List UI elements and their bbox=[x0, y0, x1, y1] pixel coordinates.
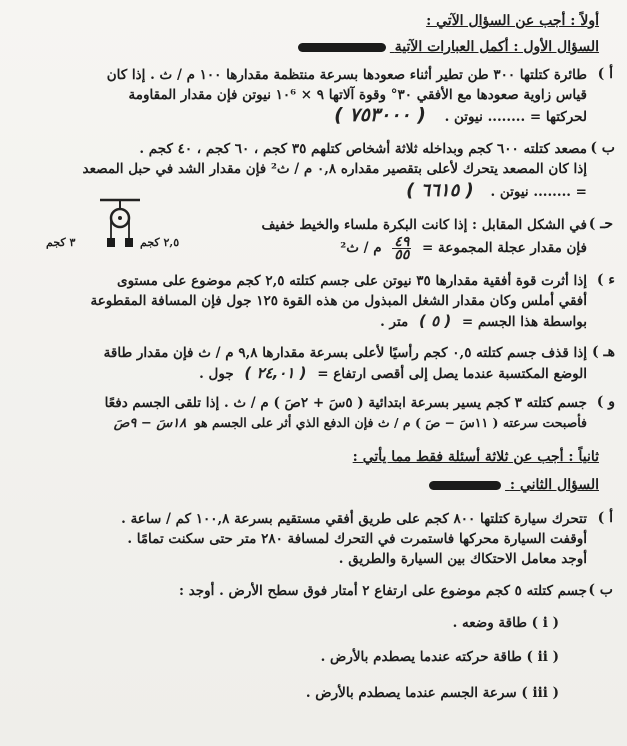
q1e-marker: هـ ) bbox=[592, 344, 615, 360]
q1c-unit: م / ث² bbox=[340, 240, 382, 256]
q1b-line3 bbox=[406, 182, 587, 201]
q1d-answer: ( ٥ ) bbox=[418, 312, 452, 330]
mass-right-label: ٢,٥ كجم bbox=[140, 236, 180, 249]
q1a-line3-text: لحركتها = ........ نيوتن . bbox=[444, 109, 587, 125]
scribble-mark bbox=[429, 481, 501, 490]
q2b-line1: جسم كتلته ٥ كجم موضوع على ارتفاع ٢ أمتار فوق سطح الأرض . أوجد : bbox=[179, 583, 587, 599]
q2-title bbox=[425, 476, 599, 494]
q1a-line1: طائرة كتلتها ٣٠٠ طن تطير أثناء صعودها بسرعة منتظمة مقدارها ١٠٠ م / ث . إذا كان bbox=[106, 67, 587, 83]
q2a-line3: أوجد معامل الاحتكاك بين السيارة والطريق . bbox=[338, 551, 587, 567]
q1f-answer: ١٨سَ − ٩صَ bbox=[113, 416, 187, 431]
part1-heading: أولاً : أجب عن السؤال الآتي : bbox=[426, 13, 599, 29]
q1f-marker: و ) bbox=[596, 394, 615, 410]
q1d-line3-text: بواسطة هذا الجسم = bbox=[461, 314, 587, 330]
q1d-line2: أفقي أملس وكان مقدار الشغل المبذول من هذه القوة ١٢٥ جول فإن المسافة المقطوعة bbox=[90, 293, 587, 309]
q1d-marker: ء ) bbox=[596, 272, 615, 288]
part2-heading: ثانياً : أجب عن ثلاثة أسئلة فقط مما يأتي : bbox=[352, 449, 599, 465]
q1b-answer: ( ٦٦١٥ ) bbox=[406, 180, 474, 201]
q1f-line2-text: فأصبحت سرعته ( ١١سَ − صَ ) م / ث فإن الدفع الذي أثر على الجسم هو bbox=[194, 415, 587, 430]
q1c-answer-denominator: ٥٥ bbox=[394, 247, 410, 263]
q1e-answer: ( ٢٤,٠١ ) bbox=[244, 364, 307, 382]
q1e-line2-end: جول . bbox=[199, 366, 234, 382]
q1c-answer-numerator: ٤٩ bbox=[394, 234, 410, 250]
mass-left-label: ٣ كجم bbox=[46, 236, 76, 249]
q1c-line2-text: فإن مقدار عجلة المجموعة = bbox=[422, 240, 587, 256]
q1f-line2 bbox=[114, 414, 587, 433]
q1f-line1: جسم كتلته ٣ كجم يسير بسرعة ابتدائية ( ٥سَ + ٢صَ ) م / ث . إذا تلقى الجسم دفعًا bbox=[104, 395, 587, 411]
q1a-line2: قياس زاوية صعودها مع الأفقي ٣٠° وقوة آلاتها ٩ × ١٠⁶ نيوتن فإن مقدار المقاومة bbox=[128, 87, 587, 103]
q1b-line3-text: = ........ نيوتن . bbox=[490, 184, 587, 200]
q2a-marker: أ ) bbox=[597, 510, 613, 526]
q1b-line2: إذا كان المصعد يتحرك لأعلى بتقصير مقداره ٠,٨ م / ث² فإن مقدار الشد في حبل المصعد bbox=[82, 161, 587, 177]
q2b-item-ii: ( ii ) طاقة حركته عندما يصطدم بالأرض . bbox=[320, 649, 559, 665]
q1a-line3 bbox=[334, 106, 587, 126]
q2a-line1: تتحرك سيارة كتلتها ٨٠٠ كجم على طريق أفقي مستقيم بسرعة ١٠٠,٨ كم / ساعة . bbox=[121, 511, 587, 527]
q2-title-text: السؤال الثاني : bbox=[509, 477, 599, 493]
q1b-marker: ب ) bbox=[590, 140, 615, 156]
q1d-line3-end: متر . bbox=[380, 314, 409, 330]
q1c-line1: في الشكل المقابل : إذا كانت البكرة ملساء والخيط خفيف bbox=[261, 217, 587, 233]
q2a-line2: أوقفت السيارة محركها فاستمرت في التحرك لمسافة ٢٨٠ متر حتى سكنت تمامًا . bbox=[127, 531, 587, 547]
q1e-line2-text: الوضع المكتسبة عندما يصل إلى أقصى ارتفاع = bbox=[317, 366, 587, 382]
q1-title-text: السؤال الأول : أكمل العبارات الآتية bbox=[394, 39, 599, 55]
q2b-item-iii: ( iii ) سرعة الجسم عندما يصطدم بالأرض . bbox=[305, 685, 559, 701]
pulley-figure bbox=[46, 196, 188, 256]
q1c-line2 bbox=[340, 236, 587, 261]
q1d-line3 bbox=[380, 312, 587, 331]
q1e-line2 bbox=[199, 364, 587, 383]
q2b-marker: ب ) bbox=[588, 582, 613, 598]
q1e-line1: إذا قذف جسم كتلته ٠,٥ كجم رأسيًا لأعلى بسرعة مقدارها ٩,٨ م / ث فإن مقدار طاقة bbox=[103, 345, 587, 361]
q1-title bbox=[294, 38, 599, 56]
q1c-answer-fraction bbox=[392, 236, 411, 261]
q1a-answer: ( ٧٥٣٠٠٠ ) bbox=[334, 104, 426, 126]
q1b-line1: مصعد كتلته ٦٠٠ كجم وبداخله ثلاثة أشخاص كتلهم ٣٥ كجم ، ٦٠ كجم ، ٤٠ كجم . bbox=[139, 141, 587, 157]
q1a-marker: أ ) bbox=[597, 66, 613, 82]
scribble-mark bbox=[298, 43, 386, 52]
q1c-marker: حـ ) bbox=[588, 216, 613, 232]
q2b-item-i: ( i ) طاقة وضعه . bbox=[452, 615, 559, 631]
q1d-line1: إذا أثرت قوة أفقية مقدارها ٣٥ نيوتن على جسم كتلته ٢,٥ كجم موضوع على مستوى bbox=[117, 273, 587, 289]
